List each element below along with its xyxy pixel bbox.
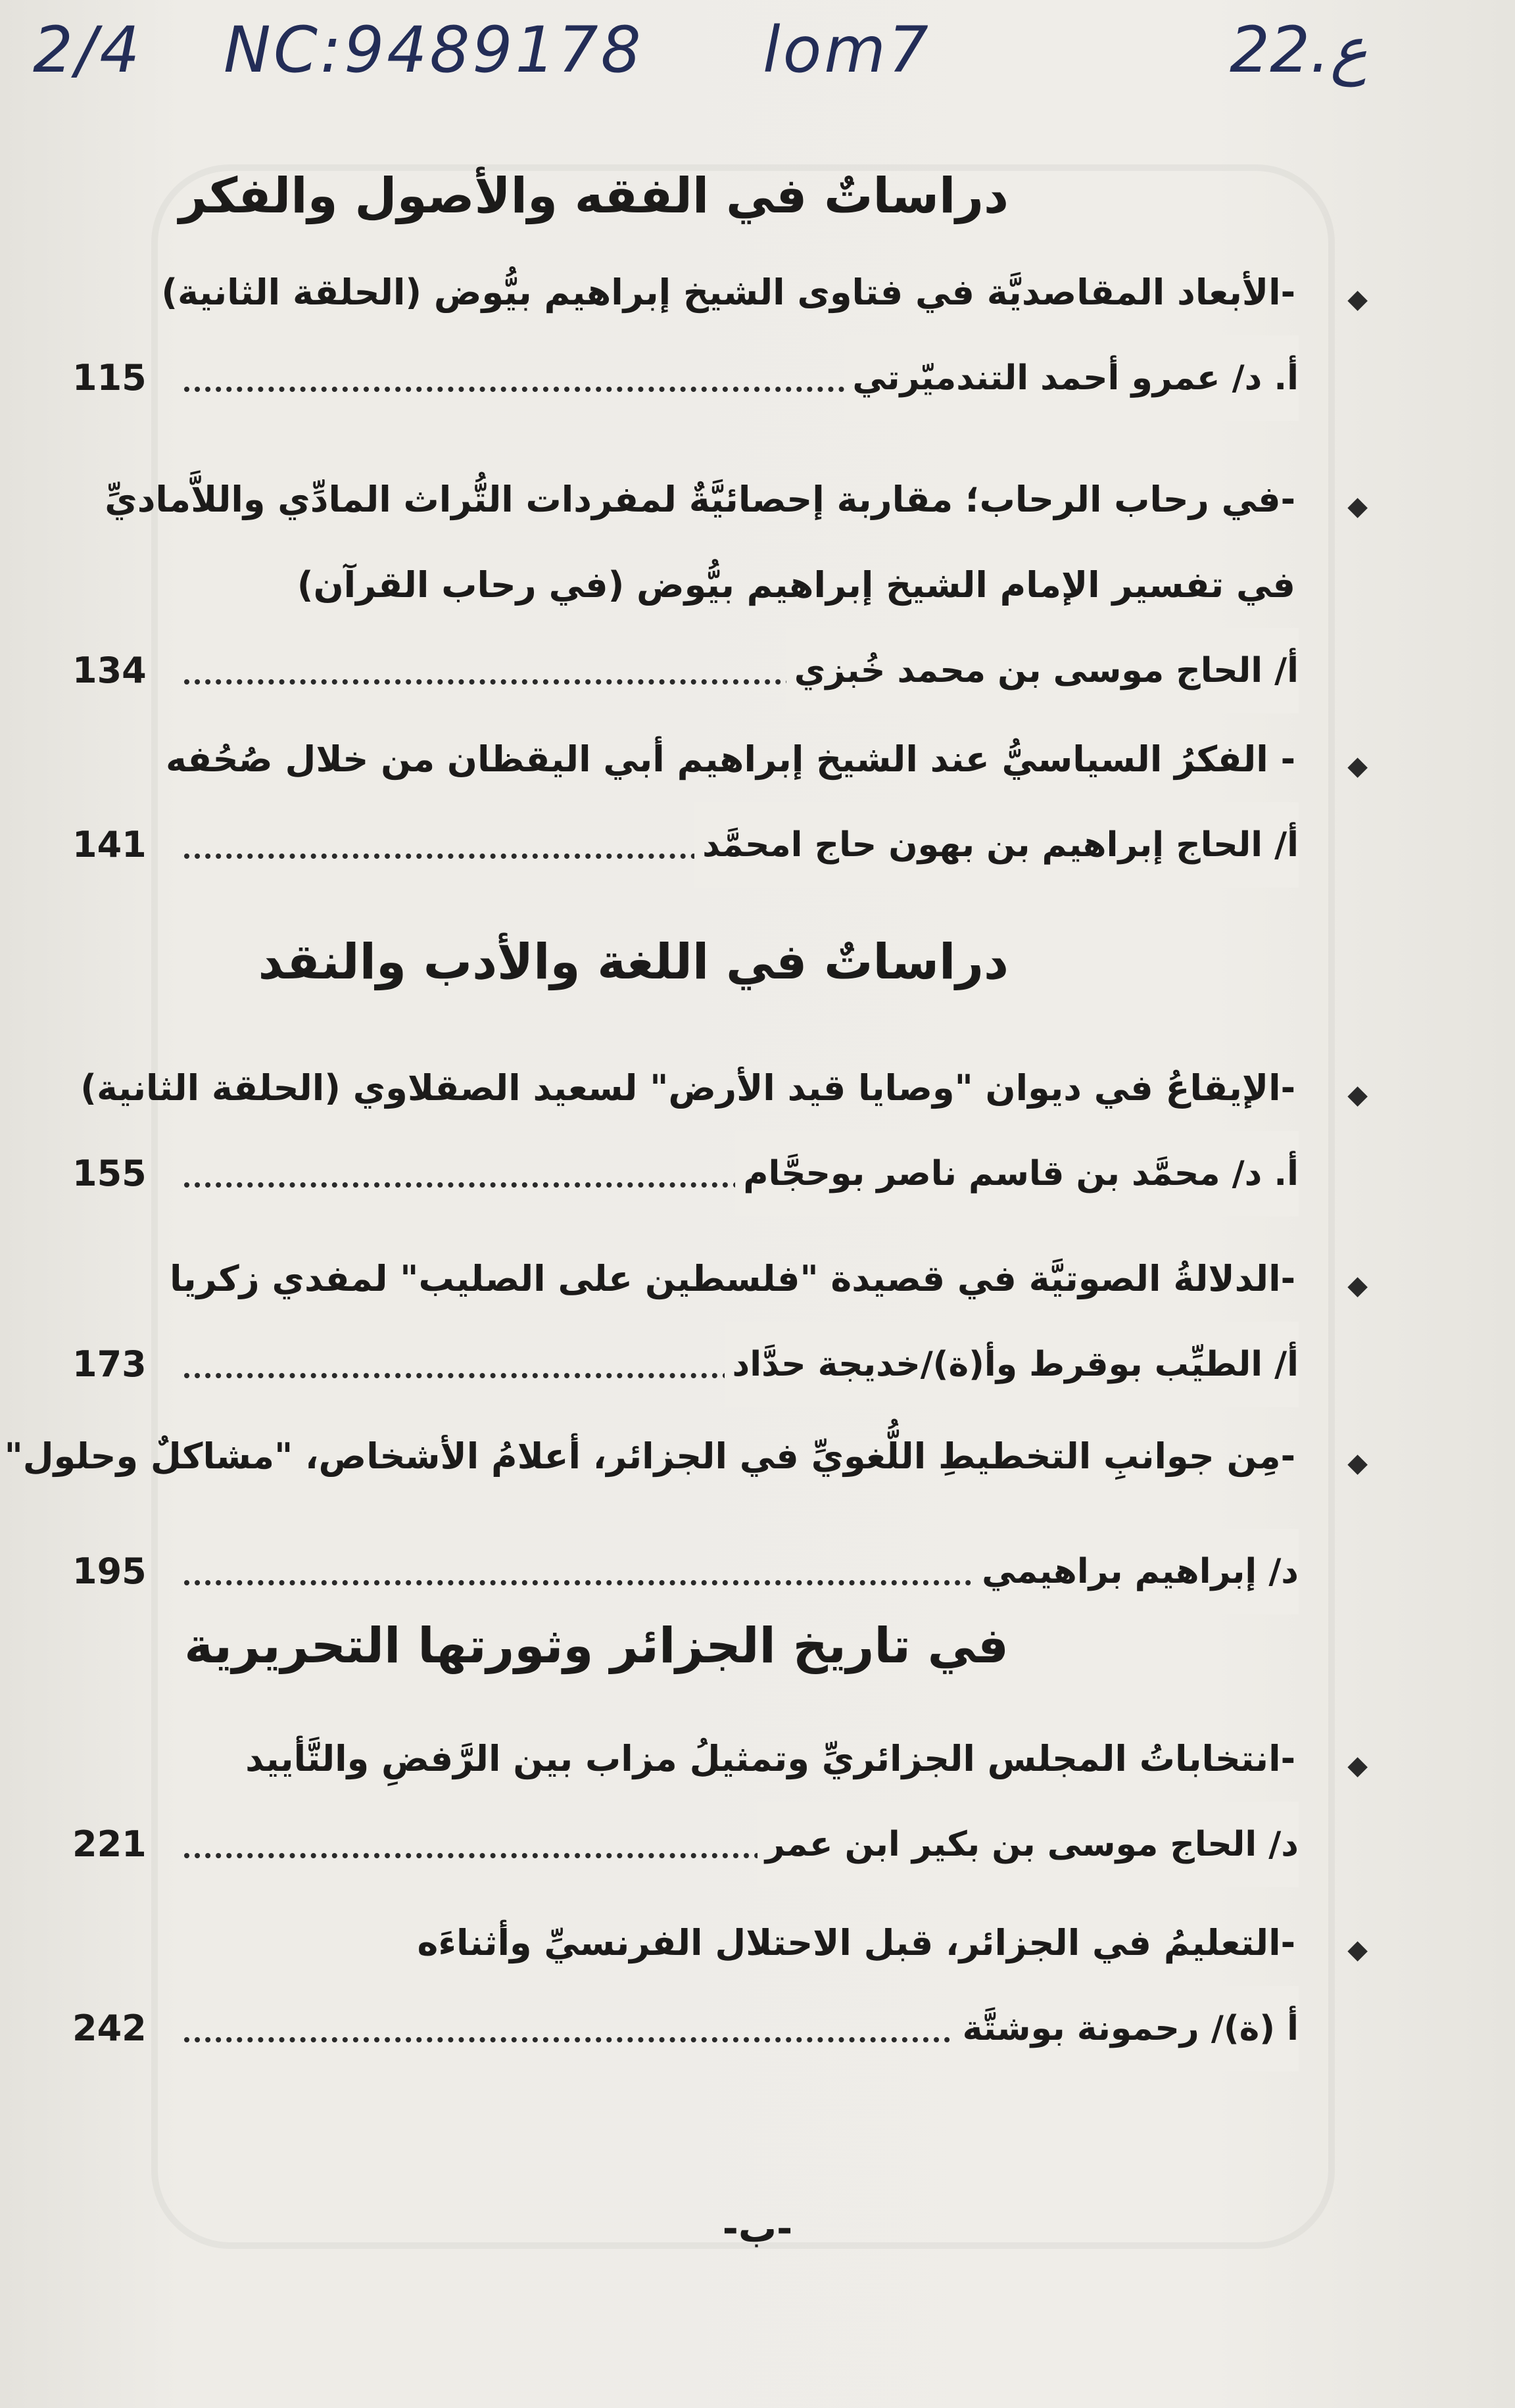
page-number: 242 [72,2008,147,2049]
section-title: في تاريخ الجزائر وثورتها التحريرية [184,1618,1009,1674]
entry-title: -مِن جوانبِ التخطيطِ اللُّغويِّ في الجزائر، أعلامُ الأشخاص، "مشاكلٌ وحلول" [4,1435,1295,1477]
diamond-bullet-icon: ◆ [1347,1935,1368,1965]
entry-author: أ (ة)/ رحمونة بوشتَّة [955,1986,1299,2071]
entry-author: أ/ الحاج إبراهيم بن بهون حاج امحمَّد [694,802,1299,888]
entry-author: أ. د/ محمَّد بن قاسم ناصر بوحجَّام [735,1131,1299,1216]
handwritten-catalog-number: NC:9489178 [224,13,644,87]
handwritten-volume: 2/4 [33,13,143,87]
entry-title: -الأبعاد المقاصديَّة في فتاوى الشيخ إبراهيم بيُّوض (الحلقة الثانية) [161,272,1295,313]
toc-entry[interactable] [53,717,1368,888]
diamond-bullet-icon: ◆ [1347,284,1368,314]
page-number: 141 [72,824,147,865]
entry-title: -الدلالةُ الصوتيَّة في قصيدة "فلسطين على الصليب" لمفدي زكريا [170,1258,1295,1299]
entry-author: د/ إبراهيم براهيمي [974,1529,1299,1614]
page-number: 155 [72,1153,147,1194]
section-title: دراساتٌ في الفقه والأصول والفكر [179,168,1009,224]
handwritten-signature: lom7 [763,13,931,87]
entry-author: أ/ الحاج موسى بن محمد خُبزي [786,628,1299,713]
toc-entry[interactable] [4,1414,1368,1614]
entry-title: -في رحاب الرحاب؛ مقاربة إحصائيَّةٌ لمفردات التُّراث المادِّي واللاَّماديِّ [105,479,1295,520]
toc-entry[interactable] [53,250,1368,421]
page-number: 221 [72,1823,147,1865]
diamond-bullet-icon: ◆ [1347,491,1368,521]
entry-title: -التعليمُ في الجزائر، قبل الاحتلال الفرنسيِّ وأثناءَه [417,1922,1295,1963]
toc-entry[interactable] [53,1900,1368,2071]
diamond-bullet-icon: ◆ [1347,1750,1368,1781]
entry-author: أ. د/ عمرو أحمد التندميّرتي [844,335,1299,421]
page-number: 134 [72,650,147,691]
entry-title: -الإيقاعُ في ديوان "وصايا قيد الأرض" لسعيد الصقلاوي (الحلقة الثانية) [80,1067,1295,1109]
page-number: 173 [72,1343,147,1385]
entry-title: - الفكرُ السياسيُّ عند الشيخ إبراهيم أبي اليقظان من خلال صُحُفه [166,738,1295,780]
entry-title-continued: في تفسير الإمام الشيخ إبراهيم بيُّوض (في رحاب القرآن) [297,564,1295,606]
diamond-bullet-icon: ◆ [1347,1448,1368,1478]
diamond-bullet-icon: ◆ [1347,1270,1368,1301]
toc-entry[interactable] [53,457,1368,713]
toc-entry[interactable] [53,1716,1368,1887]
toc-entry[interactable] [53,1236,1368,1407]
page-footer-letter: -ب- [722,2206,793,2251]
handwritten-code: 22.ع [1230,13,1368,87]
diamond-bullet-icon: ◆ [1347,1080,1368,1110]
entry-author: د/ الحاج موسى بن بكير ابن عمر [758,1802,1299,1887]
toc-entry[interactable] [53,1046,1368,1216]
entry-author: أ/ الطيِّب بوقرط وأ(ة)/خديجة حدَّاد [725,1322,1299,1407]
page-number: 115 [72,357,147,398]
page-number: 195 [72,1551,147,1592]
entry-title: -انتخاباتُ المجلس الجزائريِّ وتمثيلُ مزاب بين الرَّفضِ والتَّأييد [245,1738,1295,1779]
section-title: دراساتٌ في اللغة والأدب والنقد [258,934,1009,990]
diamond-bullet-icon: ◆ [1347,751,1368,781]
